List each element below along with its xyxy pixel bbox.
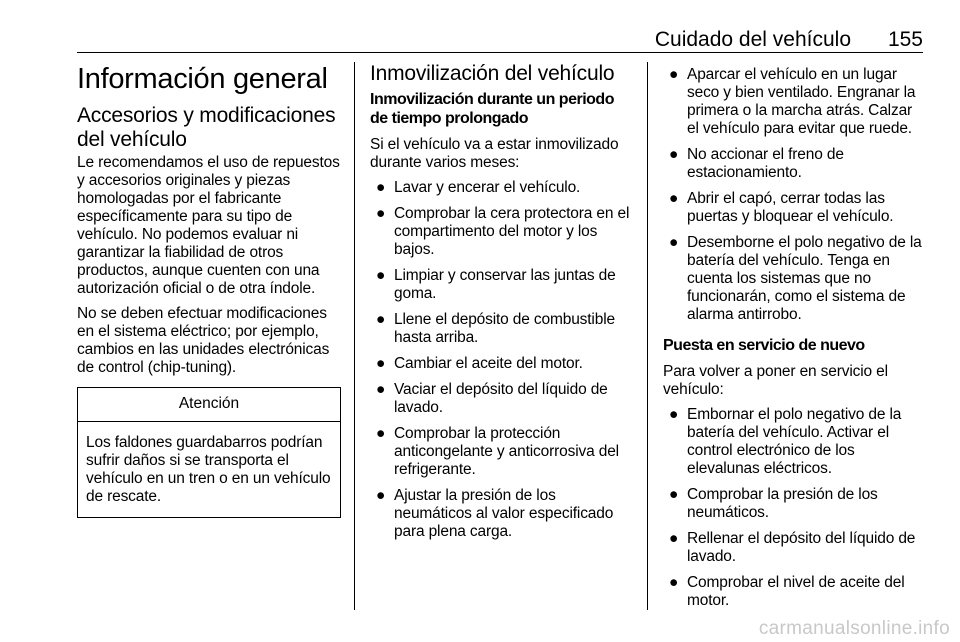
bullet-icon: ● xyxy=(376,311,386,328)
list-item-text: Lavar y encerar el vehículo. xyxy=(394,179,581,196)
bullet-icon: ● xyxy=(376,179,386,196)
list-item xyxy=(370,179,632,197)
section-subtitle: Inmovilización durante un periodo de tiempo prolongado xyxy=(370,91,614,127)
bullet-icon: ● xyxy=(669,486,679,503)
column-general-info xyxy=(77,60,341,518)
intro-text: Para volver a poner en servicio el vehículo: xyxy=(663,363,888,398)
list-item-text: Embornar el polo negativo de la batería del vehículo. Activar el control electrónico de los elevalunas eléctricos. xyxy=(687,406,902,477)
bullet-icon: ● xyxy=(669,66,679,83)
list-item xyxy=(663,190,927,226)
section-title: Inmovilización del vehículo xyxy=(370,62,615,85)
watermark: carmanualsonline.info xyxy=(758,618,950,639)
list-item-text: Vaciar el depósito del líquido de lavado. xyxy=(394,381,608,416)
bullet-icon: ● xyxy=(669,146,679,163)
bullet-icon: ● xyxy=(669,574,679,591)
list-item-text: Cambiar el aceite del motor. xyxy=(394,355,583,372)
list-item-text: Comprobar la protección anticongelante y anticorrosiva del refrigerante. xyxy=(394,425,619,478)
list-item-text: No accionar el freno de estacionamiento. xyxy=(687,146,844,181)
list-item-text: Ajustar la presión de los neumáticos al valor especificado para plena carga. xyxy=(394,487,614,540)
bullet-icon: ● xyxy=(669,406,679,423)
list-item xyxy=(370,381,632,417)
list-item xyxy=(663,574,927,610)
section-subtitle: Puesta en servicio de nuevo xyxy=(663,337,865,354)
storage-list-continued xyxy=(663,66,927,324)
header-title: Cuidado del vehículo xyxy=(654,28,851,51)
bullet-icon: ● xyxy=(376,381,386,398)
list-item-text: Comprobar la presión de los neumáticos. xyxy=(687,486,878,521)
list-item xyxy=(663,66,927,138)
list-item xyxy=(370,205,632,259)
section-title: Información general xyxy=(77,63,328,95)
paragraph: Le recomendamos el uso de repuestos y accesorios originales y piezas homologadas por el fabricante específicamente para su tipo de vehículo. No podemos evaluar ni garantizar la fiabilidad de otros productos, aunque cuenten con una autorización oficial o de otra índole. xyxy=(77,154,340,297)
list-item-text: Rellenar el depósito del líquido de lavado. xyxy=(687,530,916,565)
list-item xyxy=(370,425,632,479)
bullet-icon: ● xyxy=(669,234,679,251)
list-item-text: Llene el depósito de combustible hasta arriba. xyxy=(394,311,615,346)
bullet-icon: ● xyxy=(376,425,386,442)
list-item xyxy=(663,406,927,478)
recommission-list xyxy=(663,406,927,610)
list-item-text: Aparcar el vehículo en un lugar seco y bien ventilado. Engranar la primera o la marcha atrás. Calzar el vehículo para evitar que ruede. xyxy=(687,66,916,137)
bullet-icon: ● xyxy=(376,205,386,222)
list-item-text: Desemborne el polo negativo de la batería del vehículo. Tenga en cuenta los sistemas que no funcionarán, como el sistema de alarma antirrobo. xyxy=(687,234,922,323)
column-storage-continued xyxy=(663,66,927,618)
bullet-icon: ● xyxy=(669,190,679,207)
column-divider xyxy=(647,62,648,610)
list-item xyxy=(370,355,632,373)
page-header xyxy=(77,28,923,53)
column-divider xyxy=(354,62,355,610)
bullet-icon: ● xyxy=(376,355,386,372)
list-item xyxy=(663,234,927,324)
storage-list xyxy=(370,179,632,541)
warning-heading: Atención xyxy=(78,388,340,422)
bullet-icon: ● xyxy=(376,487,386,504)
paragraph: No se deben efectuar modificaciones en el sistema eléctrico; por ejemplo, cambios en las unidades electrónicas de control (chip-tuning). xyxy=(77,305,330,376)
list-item xyxy=(370,267,632,303)
list-item xyxy=(663,530,927,566)
list-item-text: Limpiar y conservar las juntas de goma. xyxy=(394,267,616,302)
list-item xyxy=(370,487,632,541)
page-number: 155 xyxy=(887,28,923,51)
section-subtitle: Accesorios y modificaciones del vehículo xyxy=(77,104,336,151)
warning-text: Los faldones guardabarros podrían sufrir daños si se transporta el vehículo en un tren o en un vehículo de rescate. xyxy=(86,434,331,505)
bullet-icon: ● xyxy=(669,530,679,547)
warning-box xyxy=(77,387,341,518)
intro-text: Si el vehículo va a estar inmovilizado durante varios meses: xyxy=(370,136,619,171)
list-item xyxy=(663,486,927,522)
bullet-icon: ● xyxy=(376,267,386,284)
list-item-text: Comprobar la cera protectora en el compartimento del motor y los bajos. xyxy=(394,205,630,258)
list-item-text: Abrir el capó, cerrar todas las puertas y bloquear el vehículo. xyxy=(687,190,894,225)
column-vehicle-storage xyxy=(370,60,632,549)
list-item xyxy=(663,146,927,182)
list-item xyxy=(370,311,632,347)
list-item-text: Comprobar el nivel de aceite del motor. xyxy=(687,574,905,609)
